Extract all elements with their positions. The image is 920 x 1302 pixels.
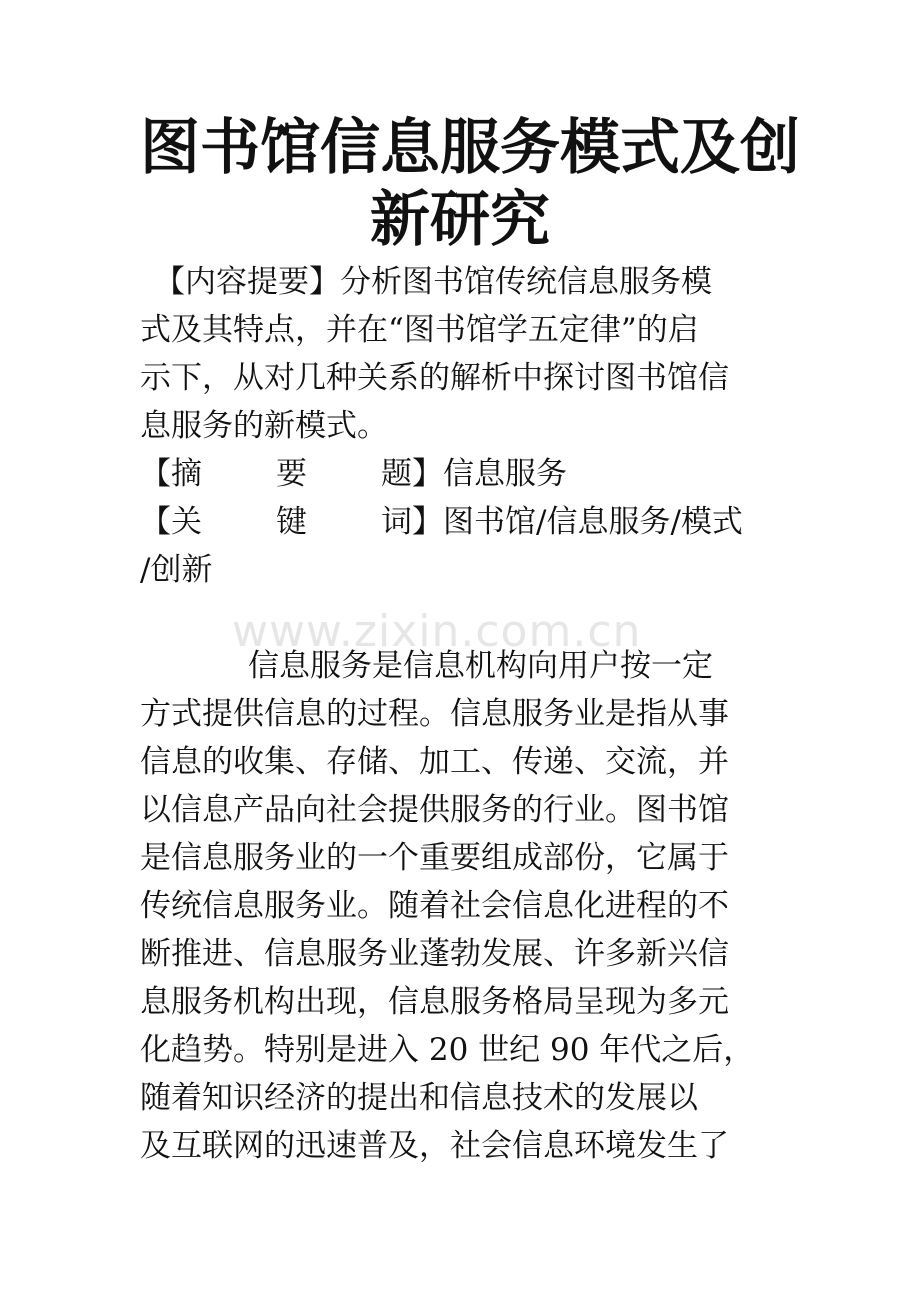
abstract-line: 息服务的新模式。 — [140, 408, 388, 444]
title-line-1: 图书馆信息服务模式及创 — [140, 113, 800, 183]
keywords-value: 图书馆/信息服务/模式 — [443, 504, 743, 540]
body-line: 及互联网的迅速普及，社会信息环境发生了 — [140, 1128, 729, 1164]
title-line-2: 新研究 — [370, 185, 550, 255]
keywords-line — [140, 498, 800, 594]
abstract-line: 式及其特点，并在“图书馆学五定律”的启 — [140, 312, 699, 348]
summary-label-part: 题】 — [381, 456, 443, 492]
body-line: 信息的收集、存储、加工、传递、交流，并 — [140, 744, 729, 780]
summary-line — [140, 450, 800, 498]
summary-label-part: 要 — [276, 456, 307, 492]
body-line: 是信息服务业的一个重要组成部份，它属于 — [140, 840, 729, 876]
body-line: 方式提供信息的过程。信息服务业是指从事 — [140, 696, 729, 732]
body-line: 以信息产品向社会提供服务的行业。图书馆 — [140, 792, 729, 828]
document-title — [140, 112, 800, 256]
abstract-line: 【内容提要】分析图书馆传统信息服务模 — [154, 264, 712, 300]
keywords-label-part: 词】 — [381, 504, 443, 540]
body-line: 化趋势。特别是进入 20 世纪 90 年代之后， — [140, 1032, 755, 1068]
watermark: www.zixin.com.cn — [232, 606, 642, 657]
abstract-paragraph — [140, 258, 788, 450]
summary-value: 信息服务 — [443, 456, 567, 492]
body-line: 随着知识经济的提出和信息技术的发展以 — [140, 1080, 698, 1116]
body-paragraph — [140, 642, 800, 1170]
body-line: 断推进、信息服务业蓬勃发展、许多新兴信 — [140, 936, 729, 972]
keywords-label-part: 键 — [276, 504, 307, 540]
body-line: 息服务机构出现，信息服务格局呈现为多元 — [140, 984, 729, 1020]
body-line: 信息服务是信息机构向用户按一定 — [248, 648, 713, 684]
keywords-value-continued: /创新 — [140, 552, 213, 588]
summary-label-part: 【摘 — [140, 456, 202, 492]
body-line: 传统信息服务业。随着社会信息化进程的不 — [140, 888, 729, 924]
abstract-line: 示下，从对几种关系的解析中探讨图书馆信 — [140, 360, 729, 396]
keywords-label-part: 【关 — [140, 504, 202, 540]
